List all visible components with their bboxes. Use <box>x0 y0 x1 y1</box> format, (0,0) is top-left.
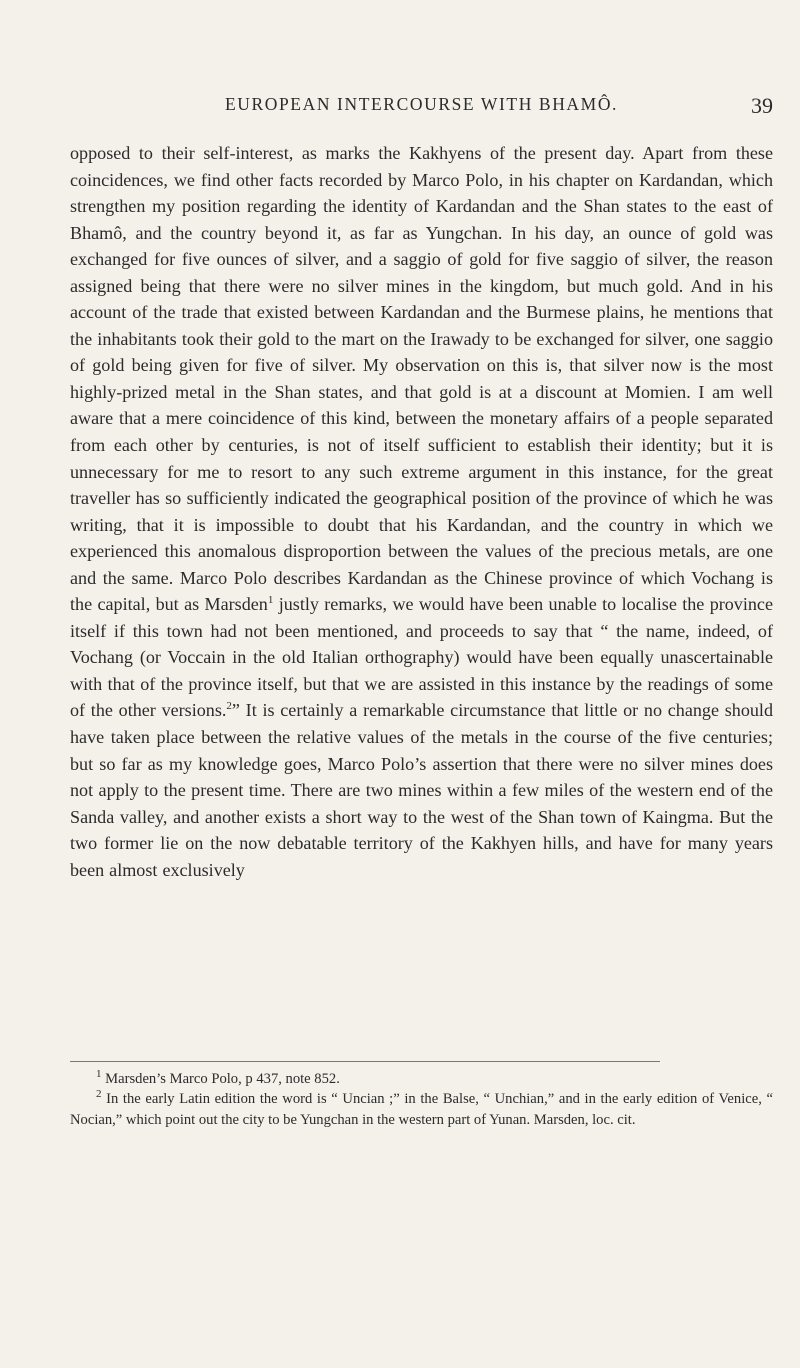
footnote-text-1: Marsden’s Marco Polo, p 437, note 852. <box>105 1071 340 1087</box>
footnote-rule <box>70 1061 660 1062</box>
body-text-part-3: ” It is certainly a remarkable circumstance that little or no change should have taken place between the relative values of the metals in the course of the five centuries; but so far as my knowledge goes, Marco Polo’s assertion that there were no silver mines does not apply to the present time. There are two mines within a few miles of the western end of the Sanda valley, and another exists a short way to the west of the Shan town of Kaingma. But the two former lie on the now debatable territory of the Kakhyen hills, and have for many years been almost exclusively <box>70 700 773 880</box>
page-number: 39 <box>751 93 773 118</box>
footnote-ref-2: 2 <box>226 700 232 713</box>
footnote-1 <box>70 1069 773 1089</box>
footnote-marker-2: 2 <box>96 1088 102 1101</box>
footnote-ref-1: 1 <box>267 594 274 607</box>
body-text-part-2: justly remarks, we would have been unable to localise the province itself if this town had not been mentioned, and proceeds to say that “ the name, indeed, of Vochang (or Voccain in the old Italian orthography) would have been equally unascertainable with that of the province itself, but that we are assisted in this instance by the readings of some of the other versions. <box>70 594 773 721</box>
body-paragraph <box>70 140 773 883</box>
footnote-marker-1: 1 <box>96 1068 102 1081</box>
running-title: EUROPEAN INTERCOURSE WITH BHAMÔ. <box>224 94 619 114</box>
footnotes <box>70 1069 773 1130</box>
footnote-text-2: In the early Latin edition the word is “ Uncian ;” in the Balse, “ Unchian,” and in the early edition of Venice, “ Nocian,” which point out the city to be Yungchan in the western part of Yunan. Marsden, loc. cit. <box>70 1091 773 1128</box>
running-head <box>70 94 773 120</box>
body-text-part-1: opposed to their self-interest, as marks the Kakhyens of the present day. Apart from these coincidences, we find other facts recorded by Marco Polo, in his chapter on Kardandan, which strengthen my position regarding the identity of Kardandan and the Shan states to the east of Bhamô, and the country beyond it, as far as Yungchan. In his day, an ounce of gold was exchanged for five ounces of silver, and a saggio of gold for five saggio of silver, the reason assigned being that there were no silver mines in the kingdom, but much gold. And in his account of the trade that existed between Kardandan and the Burmese plains, he mentions that the inhabitants took their gold to the mart on the Irawady to be exchanged for silver, one saggio of gold being given for five of silver. My observation on this is, that silver now is the most highly-prized metal in the Shan states, and that gold is at a discount at Momien. I am well aware that a mere coincidence of this kind, between the monetary affairs of a people separated from each other by centuries, is not of itself sufficient to establish their identity; but it is unnecessary for me to resort to any such extreme argument in this instance, for the great traveller has so sufficiently indicated the geographical position of the province of which he was writing, that it is impossible to doubt that his Kardandan, and the country in which we experienced this anomalous disproportion between the values of the precious metals, are one and the same. Marco Polo describes Kardandan as the Chinese province of which Vochang is the capital, but as Marsden <box>70 143 773 615</box>
footnote-2 <box>70 1089 773 1130</box>
